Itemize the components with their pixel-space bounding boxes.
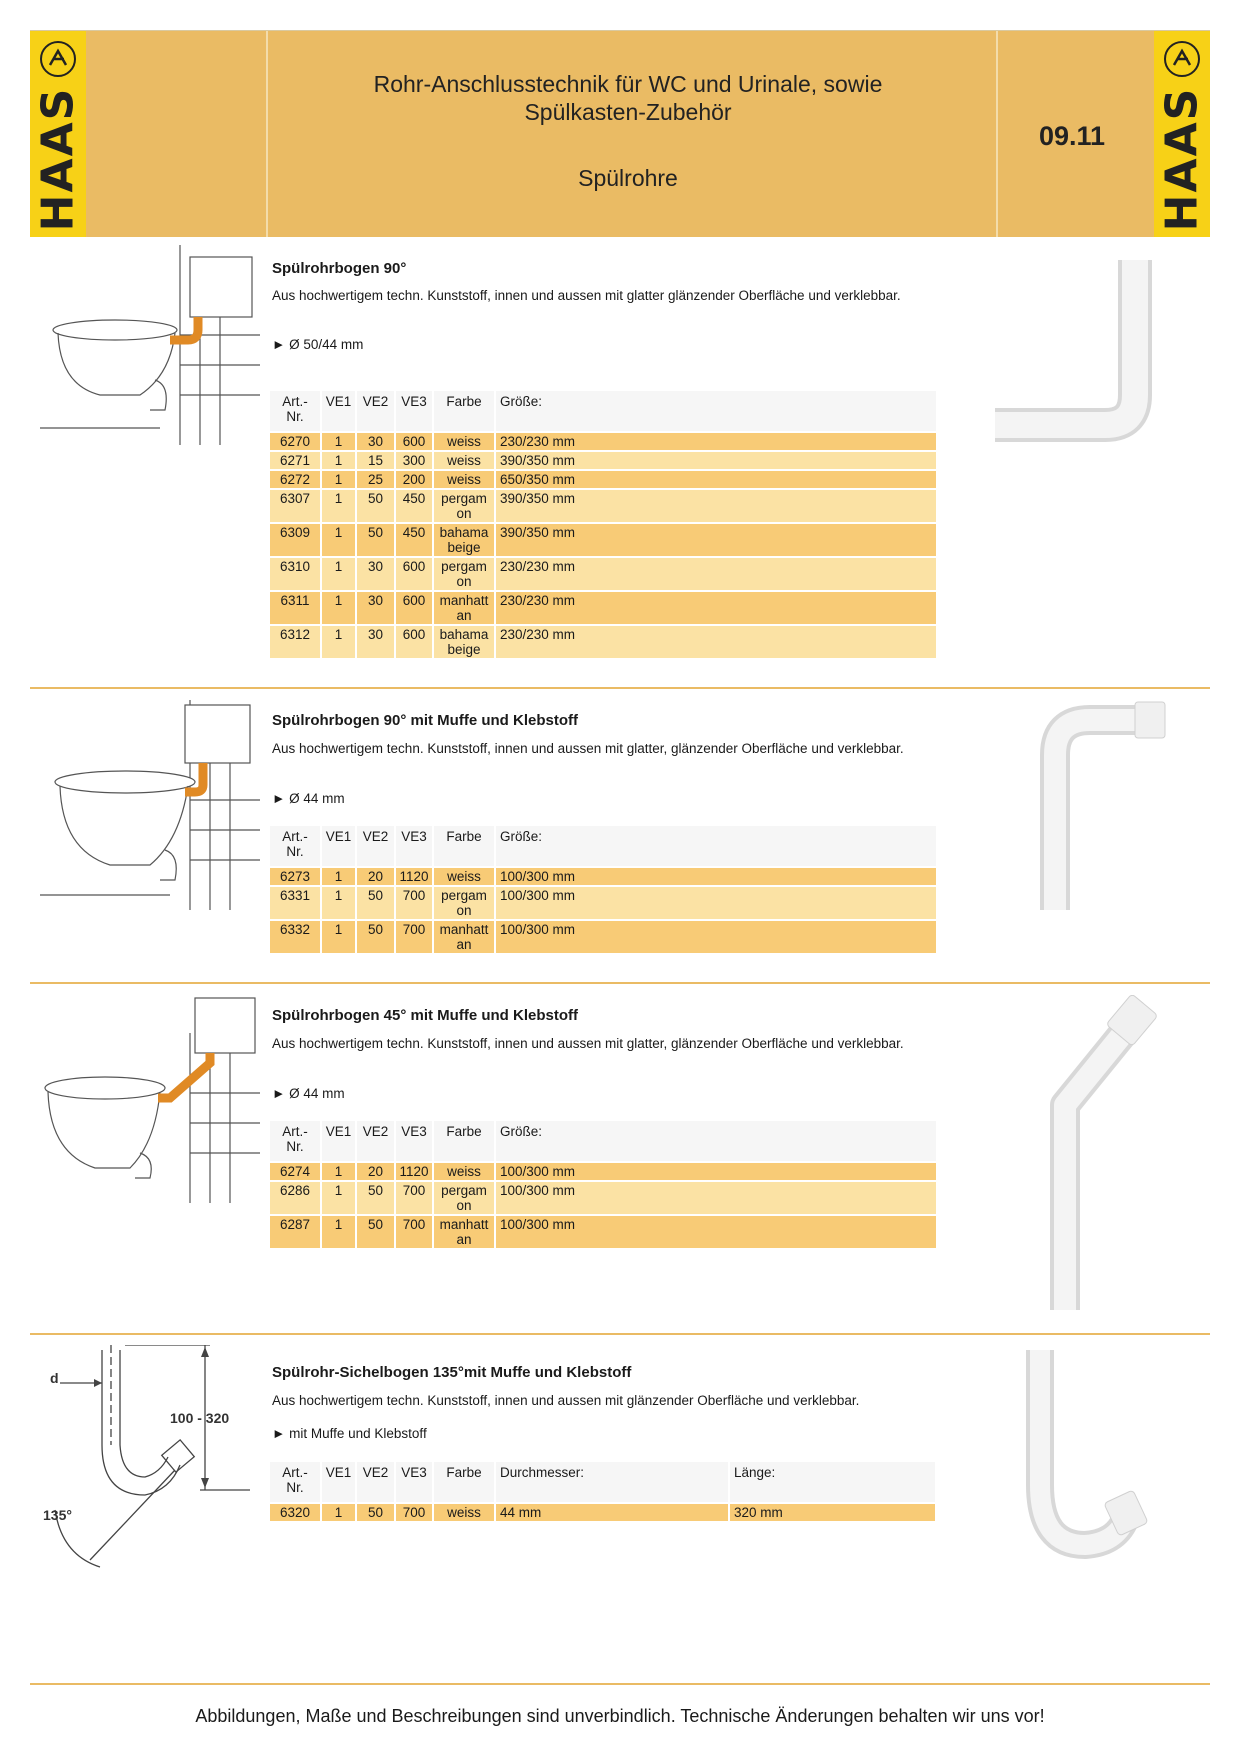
column-header: VE3 <box>396 1462 432 1502</box>
table-cell: 230/230 mm <box>496 433 936 450</box>
section-title: Spülrohrbogen 45° mit Muffe und Klebstoff <box>272 1007 578 1024</box>
table-cell: bahama beige <box>434 524 494 556</box>
column-header: VE1 <box>322 826 355 866</box>
article-table <box>268 824 938 955</box>
table-header-row <box>270 1121 936 1161</box>
column-header: VE1 <box>322 391 355 431</box>
table-cell: 450 <box>396 524 432 556</box>
table-cell: 230/230 mm <box>496 558 936 590</box>
table-cell: pergam on <box>434 558 494 590</box>
footer-divider <box>30 1683 1210 1685</box>
table-row <box>270 887 936 919</box>
table-cell: 6273 <box>270 868 320 885</box>
table-cell: 1 <box>322 887 355 919</box>
table-cell: pergam on <box>434 887 494 919</box>
table-cell: 1 <box>322 471 355 488</box>
table-cell: 1 <box>322 524 355 556</box>
article-table <box>268 1460 937 1523</box>
column-header: VE3 <box>396 1121 432 1161</box>
table-cell: 6286 <box>270 1182 320 1214</box>
table-cell: 1120 <box>396 1163 432 1180</box>
column-header: Art.- Nr. <box>270 1462 320 1502</box>
table-header-row <box>270 826 936 866</box>
height-label: 100 - 320 <box>170 1410 230 1426</box>
table-cell: 6311 <box>270 592 320 624</box>
header-subtitle: Spülrohre <box>578 165 678 191</box>
table-cell: 700 <box>396 1504 432 1521</box>
column-header: Größe: <box>496 826 936 866</box>
table-cell: 1 <box>322 1163 355 1180</box>
table-cell: 320 mm <box>730 1504 935 1521</box>
table-cell: 600 <box>396 558 432 590</box>
table-cell: weiss <box>434 1504 494 1521</box>
table-cell: 44 mm <box>496 1504 728 1521</box>
table-cell: bahama beige <box>434 626 494 658</box>
table-row <box>270 1163 936 1180</box>
column-header: Art.- Nr. <box>270 826 320 866</box>
sichelbogen-dimension-diagram <box>40 1345 260 1575</box>
table-row <box>270 868 936 885</box>
table-cell: 1 <box>322 1216 355 1248</box>
column-header: VE3 <box>396 826 432 866</box>
table-cell: 30 <box>357 558 394 590</box>
column-header: VE2 <box>357 1462 394 1502</box>
wc-cistern-illustration <box>40 700 260 910</box>
pipe-bend-90-muffe-image <box>1030 700 1170 915</box>
table-cell: 700 <box>396 1182 432 1214</box>
wc-cistern-illustration <box>40 245 260 445</box>
table-row <box>270 433 936 450</box>
table-cell: 1 <box>322 1504 355 1521</box>
column-header: Art.- Nr. <box>270 1121 320 1161</box>
table-row <box>270 558 936 590</box>
column-header: VE1 <box>322 1462 355 1502</box>
table-cell: 600 <box>396 592 432 624</box>
table-cell: weiss <box>434 433 494 450</box>
table-cell: 6332 <box>270 921 320 953</box>
page-header <box>30 30 1210 237</box>
table-cell: 600 <box>396 433 432 450</box>
haas-logo-left <box>30 31 86 237</box>
section-bullet: ► Ø 44 mm <box>272 791 345 806</box>
table-cell: 450 <box>396 490 432 522</box>
mascot-icon <box>38 39 78 79</box>
table-cell: weiss <box>434 868 494 885</box>
column-header: VE2 <box>357 1121 394 1161</box>
table-cell: 6274 <box>270 1163 320 1180</box>
table-row <box>270 471 936 488</box>
pipe-bend-45-image <box>1035 995 1165 1315</box>
table-cell: 1 <box>322 626 355 658</box>
table-row <box>270 490 936 522</box>
table-header-row <box>270 1462 935 1502</box>
wc-cistern-illustration <box>40 993 260 1203</box>
table-cell: 100/300 mm <box>496 1182 936 1214</box>
angle-label: 135° <box>43 1507 72 1523</box>
section-title: Spülrohrbogen 90° <box>272 260 407 277</box>
table-row <box>270 626 936 658</box>
table-cell: 1 <box>322 868 355 885</box>
table-cell: 6271 <box>270 452 320 469</box>
table-cell: 50 <box>357 921 394 953</box>
table-row <box>270 1182 936 1214</box>
table-row <box>270 921 936 953</box>
table-cell: 30 <box>357 592 394 624</box>
table-cell: 6310 <box>270 558 320 590</box>
table-cell: 100/300 mm <box>496 887 936 919</box>
table-cell: 1 <box>322 452 355 469</box>
section-divider <box>30 687 1210 689</box>
column-header: Farbe <box>434 1462 494 1502</box>
column-header: Durchmesser: <box>496 1462 728 1502</box>
table-cell: 15 <box>357 452 394 469</box>
header-blank-cell <box>86 31 268 237</box>
table-cell: pergam on <box>434 490 494 522</box>
table-cell: 20 <box>357 1163 394 1180</box>
table-cell: 30 <box>357 433 394 450</box>
mascot-icon <box>1162 39 1202 79</box>
table-cell: 600 <box>396 626 432 658</box>
table-cell: 1 <box>322 490 355 522</box>
column-header: Länge: <box>730 1462 935 1502</box>
table-cell: 100/300 mm <box>496 868 936 885</box>
table-row <box>270 1216 936 1248</box>
footer-disclaimer: Abbildungen, Maße und Beschreibungen sind unverbindlich. Technische Änderungen behalten wir uns vor! <box>195 1706 1045 1726</box>
table-cell: 1 <box>322 1182 355 1214</box>
header-title-cell <box>268 31 998 237</box>
table-cell: 390/350 mm <box>496 452 936 469</box>
column-header: Farbe <box>434 826 494 866</box>
table-cell: 1 <box>322 558 355 590</box>
column-header: VE2 <box>357 391 394 431</box>
table-cell: 230/230 mm <box>496 626 936 658</box>
table-cell: 20 <box>357 868 394 885</box>
table-cell: 1 <box>322 921 355 953</box>
table-cell: 6320 <box>270 1504 320 1521</box>
table-cell: 50 <box>357 1504 394 1521</box>
table-row <box>270 452 936 469</box>
table-cell: 50 <box>357 490 394 522</box>
table-cell: 6270 <box>270 433 320 450</box>
table-cell: 25 <box>357 471 394 488</box>
table-cell: 50 <box>357 1182 394 1214</box>
header-title-line2: Spülkasten-Zubehör <box>524 99 732 125</box>
page-number: 09.11 <box>1038 121 1106 151</box>
column-header: Größe: <box>496 391 936 431</box>
column-header: VE2 <box>357 826 394 866</box>
table-header-row <box>270 391 936 431</box>
table-row <box>270 1504 935 1521</box>
column-header: Größe: <box>496 1121 936 1161</box>
section-description: Aus hochwertigem techn. Kunststoff, innen und aussen mit glatter, glänzender Oberfläche und verklebbar. <box>272 1036 904 1051</box>
section-title: Spülrohr-Sichelbogen 135°mit Muffe und Klebstoff <box>272 1364 632 1381</box>
table-cell: 200 <box>396 471 432 488</box>
article-table <box>268 1119 938 1250</box>
section-divider <box>30 982 1210 984</box>
table-cell: 1 <box>322 592 355 624</box>
table-cell: 100/300 mm <box>496 1216 936 1248</box>
logo-text: HAAS <box>32 86 84 232</box>
table-cell: 6309 <box>270 524 320 556</box>
table-cell: 700 <box>396 921 432 953</box>
table-cell: 390/350 mm <box>496 490 936 522</box>
table-cell: 1 <box>322 433 355 450</box>
article-table <box>268 389 938 660</box>
logo-text: HAAS <box>1156 86 1208 232</box>
table-cell: 6287 <box>270 1216 320 1248</box>
table-cell: weiss <box>434 1163 494 1180</box>
header-title-line1: Rohr-Anschlusstechnik für WC und Urinale, sowie <box>373 71 883 97</box>
table-cell: 700 <box>396 1216 432 1248</box>
column-header: VE3 <box>396 391 432 431</box>
column-header: VE1 <box>322 1121 355 1161</box>
table-cell: 50 <box>357 1216 394 1248</box>
table-cell: manhatt an <box>434 1216 494 1248</box>
section-description: Aus hochwertigem techn. Kunststoff, innen und aussen mit glatter glänzender Oberfläche und verklebbar. <box>272 288 901 303</box>
column-header: Farbe <box>434 1121 494 1161</box>
table-cell: 100/300 mm <box>496 1163 936 1180</box>
table-cell: 390/350 mm <box>496 524 936 556</box>
table-row <box>270 592 936 624</box>
diameter-label: d <box>50 1370 59 1386</box>
table-cell: 230/230 mm <box>496 592 936 624</box>
table-cell: pergam on <box>434 1182 494 1214</box>
section-bullet: ► Ø 50/44 mm <box>272 337 364 352</box>
section-description: Aus hochwertigem techn. Kunststoff, innen und aussen mit glatter, glänzender Oberfläche und verklebbar. <box>272 741 904 756</box>
table-cell: 1120 <box>396 868 432 885</box>
table-cell: 650/350 mm <box>496 471 936 488</box>
table-cell: weiss <box>434 471 494 488</box>
section-bullet: ► mit Muffe und Klebstoff <box>272 1426 427 1441</box>
table-cell: 50 <box>357 887 394 919</box>
column-header: Farbe <box>434 391 494 431</box>
table-cell: 6331 <box>270 887 320 919</box>
table-cell: 50 <box>357 524 394 556</box>
column-header: Art.- Nr. <box>270 391 320 431</box>
haas-logo-right <box>1154 31 1210 237</box>
sichelbogen-135-image <box>1015 1345 1165 1560</box>
section-bullet: ► Ø 44 mm <box>272 1086 345 1101</box>
table-cell: 100/300 mm <box>496 921 936 953</box>
pipe-bend-90-image <box>985 255 1165 455</box>
table-cell: 300 <box>396 452 432 469</box>
section-title: Spülrohrbogen 90° mit Muffe und Klebstoff <box>272 712 578 729</box>
table-cell: 6312 <box>270 626 320 658</box>
table-cell: 6307 <box>270 490 320 522</box>
section-description: Aus hochwertigem techn. Kunststoff, innen und aussen mit glänzender Oberfläche und verklebbar. <box>272 1393 860 1408</box>
table-cell: 700 <box>396 887 432 919</box>
table-cell: weiss <box>434 452 494 469</box>
section-divider <box>30 1333 1210 1335</box>
table-cell: 30 <box>357 626 394 658</box>
table-row <box>270 524 936 556</box>
table-cell: 6272 <box>270 471 320 488</box>
table-cell: manhatt an <box>434 592 494 624</box>
table-cell: manhatt an <box>434 921 494 953</box>
